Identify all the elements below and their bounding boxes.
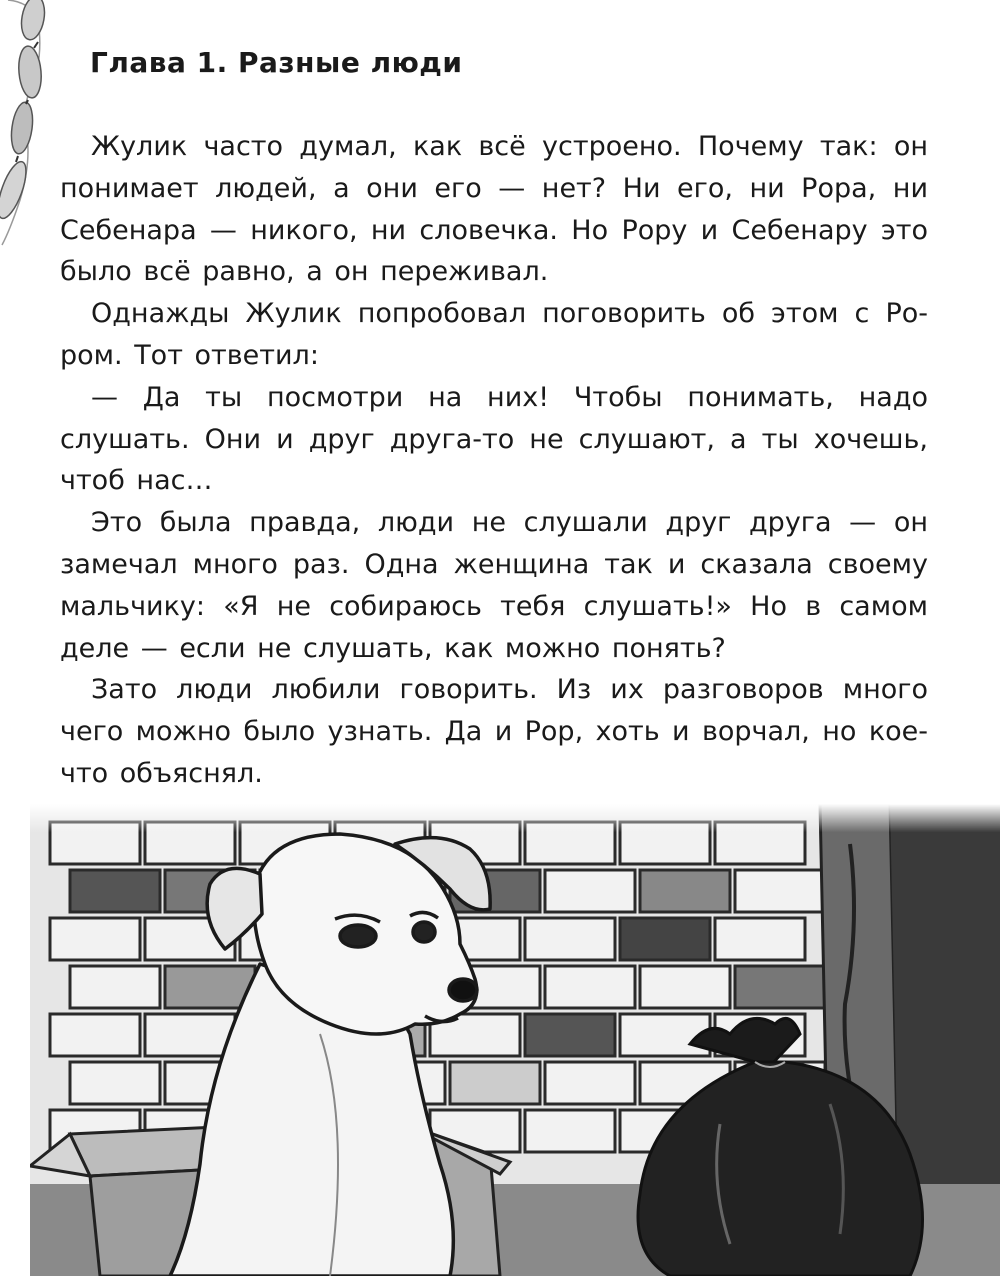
paragraph: Это была правда, люди не слушали друг друга — он замечал много раз. Одна женщина так и сказала своему мальчику: «Я не собираюсь тебя слушать!» Но в самом деле — если не слушать, как можно понять? [60,507,928,664]
chapter-title: Глава 1. Разные люди [90,46,463,79]
sausage-string-decoration [0,0,60,260]
paragraph: — Да ты посмотри на них! Чтобы понимать, надо слушать. Они и друг друга-то не слушают, а ты хочешь, чтоб нас… [60,381,928,497]
dog-illustration [30,804,1000,1276]
paragraph: Однажды Жулик попробовал поговорить об этом с Рором. Тот ответил: [60,298,928,371]
paragraph: Зато люди любили говорить. Из их разговоров много чего можно было узнать. Да и Рор, хоть и ворчал, но кое-что объяснял. [60,674,928,789]
body-text [60,126,928,795]
paragraph: Жулик часто думал, как всё устроено. Почему так: он понимает людей, а они его — нет? Ни его, ни Рора, ни Себенара — никого, ни словечка. Но Рору и Себенару это было всё равно, а он переживал. [60,131,928,288]
